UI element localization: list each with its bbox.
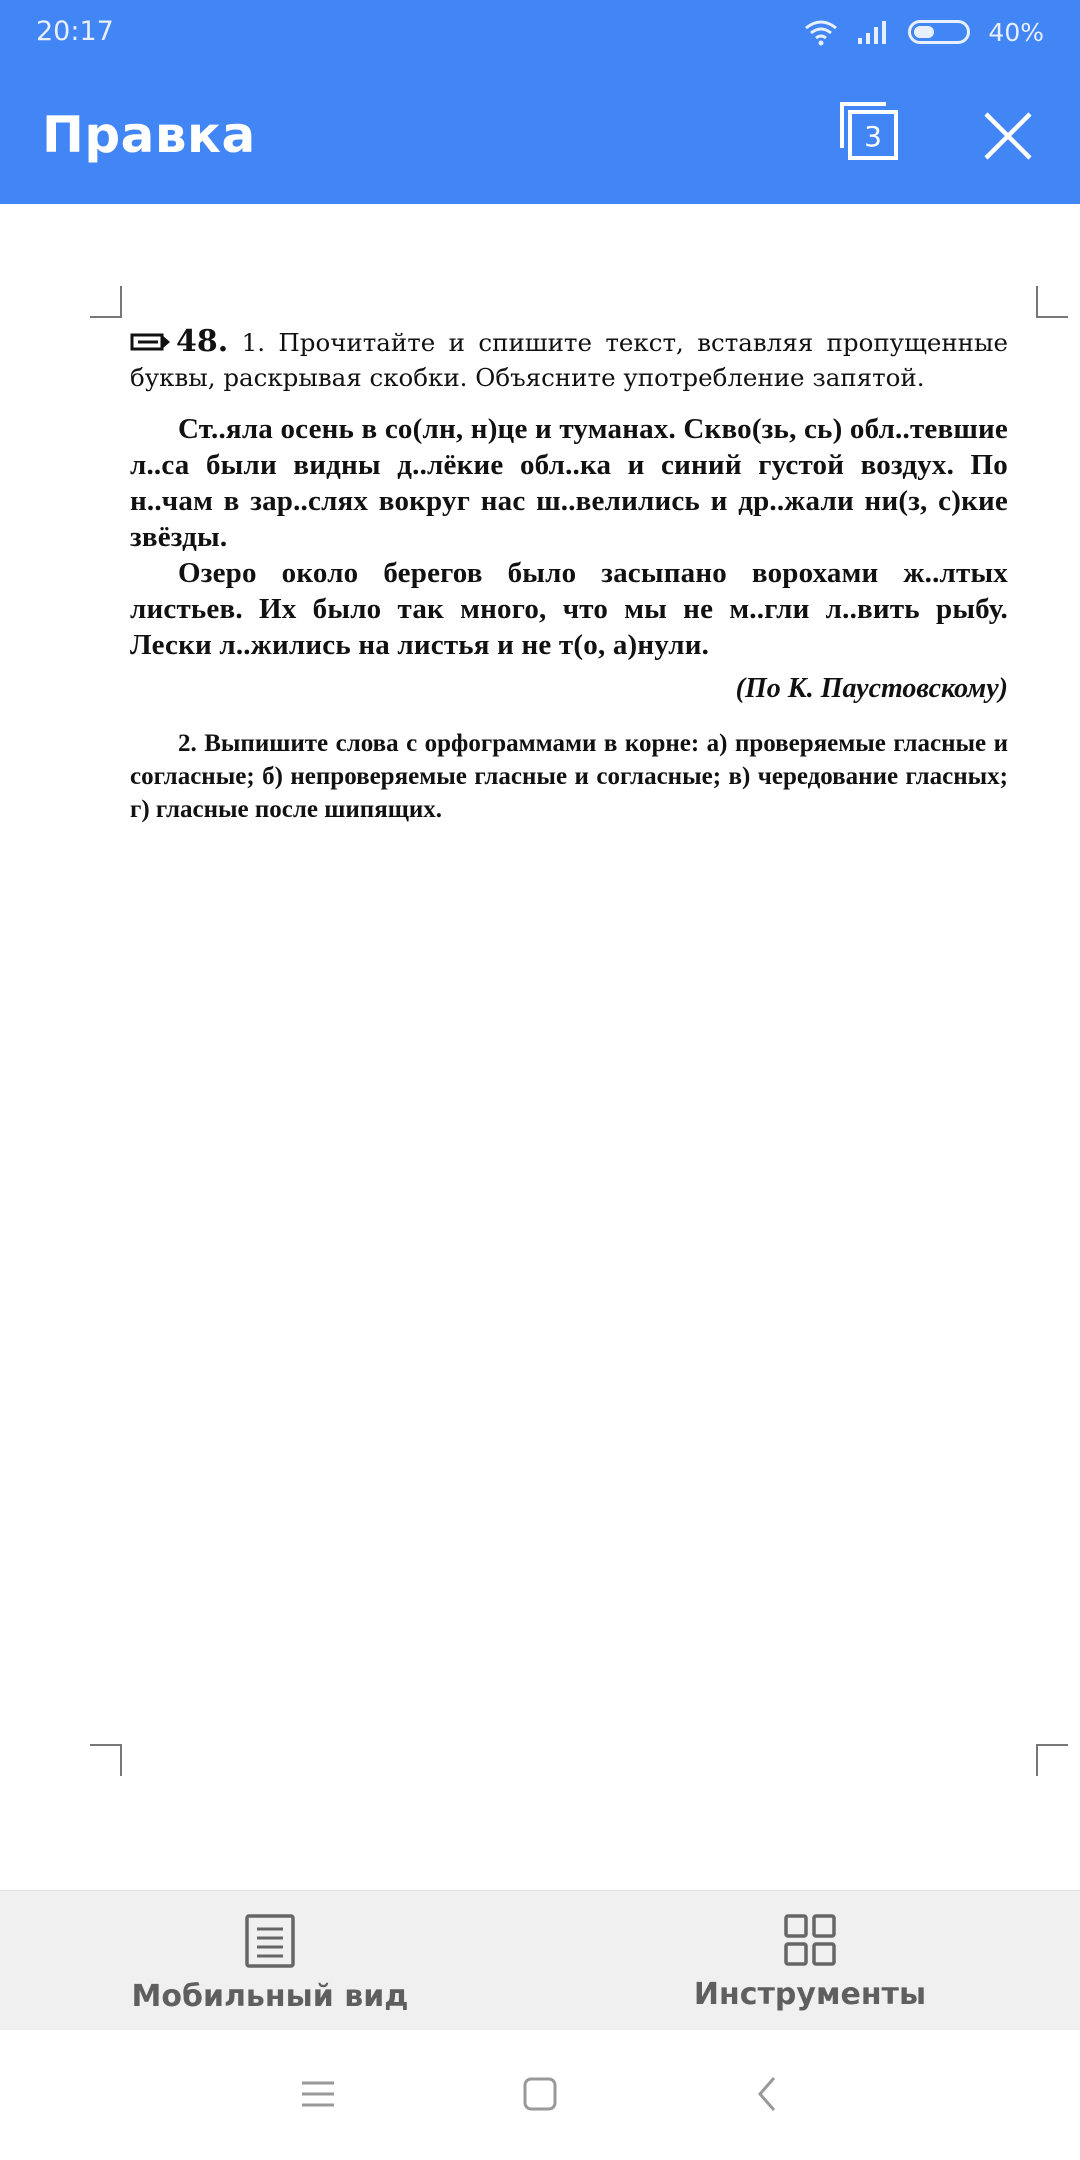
back-icon (748, 2074, 788, 2114)
pages-button[interactable] (838, 100, 900, 162)
paragraph-1: Ст..яла осень в со(лн, н)це и туманах. Скво(зь, сь) обл..тевшие л..са были видны д..лёкие обл..ка и синий густой воздух. По н..чам в зар..слях вокруг нас ш..велились и др..жали ни(з, с)кие звёзды. (130, 413, 1008, 553)
crop-mark (90, 1744, 122, 1776)
home-nav-button[interactable] (520, 2074, 560, 2114)
bottom-toolbar (0, 1890, 1080, 2031)
top-app-bar (0, 0, 1080, 204)
close-icon (980, 108, 1036, 164)
exercise-text (130, 411, 1008, 663)
pages-icon (838, 100, 900, 162)
battery-icon (908, 20, 970, 44)
back-nav-button[interactable] (748, 2074, 788, 2114)
mobile-view-button[interactable] (120, 1913, 420, 2014)
task-intro: 1. Прочитайте и спишите текст, вставляя пропущенные буквы, раскрывая скобки. Объясните употребление запятой. (130, 328, 1009, 392)
wifi-icon (804, 18, 838, 46)
tools-button[interactable] (660, 1913, 960, 2012)
mobile-view-icon (244, 1913, 296, 1969)
signal-icon (856, 18, 890, 46)
source-attribution: (По К. Паустовскому) (735, 673, 1008, 704)
pages-count: 3 (864, 120, 882, 153)
document-content (130, 324, 1008, 826)
document-page[interactable] (0, 204, 1080, 1890)
task-2: 2. Выпишите слова с орфограммами в корне: а) проверяемые гласные и согласные; б) непроверяемые гласные и согласные; в) чередование гласных; г) гласные после шипящих. (130, 730, 1008, 823)
menu-nav-button[interactable] (298, 2074, 338, 2114)
status-icons (804, 14, 1044, 50)
pencil-icon (130, 331, 172, 353)
grid-icon (783, 1913, 837, 1967)
home-icon (520, 2074, 560, 2114)
task-number: 48. (176, 324, 229, 359)
menu-icon (298, 2074, 338, 2114)
status-time: 20:17 (36, 16, 114, 47)
crop-mark (1036, 1744, 1068, 1776)
page-title: Правка (42, 106, 256, 164)
paragraph-2: Озеро около берегов было засыпано ворохами ж..лтых листьев. Их было так много, что мы не м..гли л..вить рыбу. Лески л..жились на листья и не т(о, а)нули. (130, 557, 1008, 661)
status-bar (0, 0, 1080, 64)
crop-mark (1036, 286, 1068, 318)
close-button[interactable] (980, 108, 1036, 164)
mobile-view-label: Мобильный вид (131, 1979, 409, 2014)
battery-percent: 40% (988, 17, 1044, 47)
tools-label: Инструменты (693, 1977, 927, 2012)
system-nav-bar (0, 2030, 1080, 2160)
task-header (130, 324, 1008, 395)
crop-mark (90, 286, 122, 318)
